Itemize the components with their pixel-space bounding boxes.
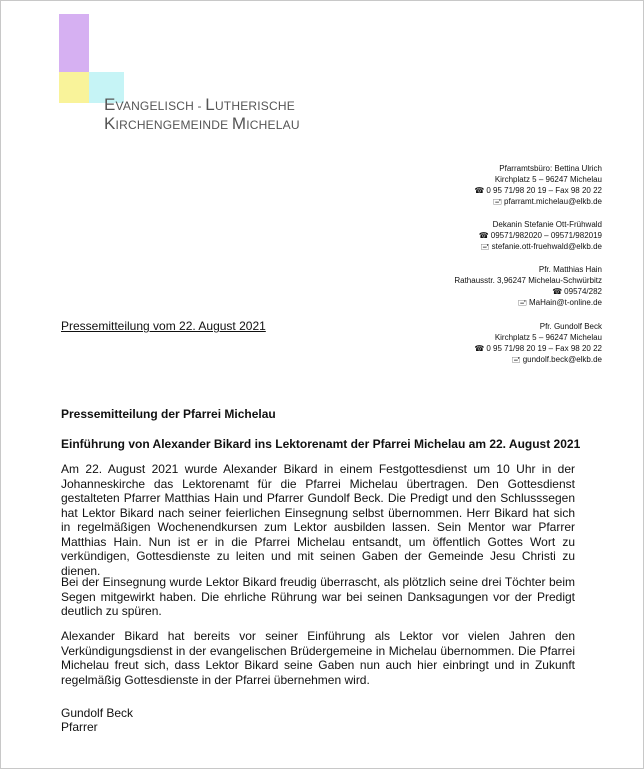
phone-icon: ☎ [478, 231, 489, 240]
contact-phone-row [474, 343, 602, 354]
contact-phone: 0 95 71/98 20 19 – Fax 98 20 22 [486, 344, 602, 353]
contact-email-row [479, 241, 602, 252]
contact-line: Dekanin Stefanie Ott-Frühwald [492, 220, 602, 229]
phone-icon: ☎ [552, 287, 563, 296]
contact-line: Kirchplatz 5 – 96247 Michelau [494, 333, 602, 342]
contact-phone-row [479, 230, 602, 241]
contact-email-row [454, 297, 602, 308]
logo-text-1: EVANGELISCH - LUTHERISCHE [104, 95, 295, 114]
contact-block-office [474, 163, 602, 207]
article-paragraph-2: Bei der Einsegnung wurde Lektor Bikard freudig überrascht, als plötzlich seine drei Töchter beim Segen mitgewirkt haben. Die ehrliche Rührung war bei seinen Danksagungen vor der Predigt deutlich zu spüren. [61, 575, 575, 618]
signature-title: Pfarrer [61, 720, 98, 734]
contact-email-row [474, 196, 602, 207]
logo-square-yellow [59, 72, 89, 103]
logo-line-1 [104, 95, 295, 115]
contact-block-dekanin [479, 219, 602, 252]
contact-block-beck [474, 321, 602, 365]
press-release-date: Pressemitteilung vom 22. August 2021 [61, 319, 266, 333]
contact-line: Pfarramtsbüro: Bettina Ulrich [499, 164, 602, 173]
contact-line: Kirchplatz 5 – 96247 Michelau [494, 175, 602, 184]
signature-name: Gundolf Beck [61, 706, 134, 720]
email-icon: 🖃 [511, 355, 521, 364]
contact-line: Pfr. Matthias Hain [538, 265, 602, 274]
email-icon: 🖃 [517, 298, 527, 307]
email-icon: 🖃 [480, 242, 490, 251]
contact-email[interactable]: pfarramt.michelau@elkb.de [504, 197, 602, 206]
article-paragraph-3: Alexander Bikard hat bereits vor seiner Einführung als Lektor vor vielen Jahren den Verkündigungsdienst in der evangelischen Brüdergemeine in Michelau übernommen. Die Pfarrei Michelau freut sich, dass Lektor Bikard seine Gaben nun auch hier einbringt und in Zukunft regelmäßig Gottesdienste in der Pfarrei übernehmen wird. [61, 629, 575, 687]
contact-email-row [474, 354, 602, 365]
phone-icon: ☎ [474, 344, 485, 353]
contact-phone-row [474, 185, 602, 196]
contact-email[interactable]: stefanie.ott-fruehwald@elkb.de [491, 242, 602, 251]
article-paragraph-1: Am 22. August 2021 wurde Alexander Bikard in einem Festgottesdienst um 10 Uhr in der Johanneskirche das Lektorenamt für die Pfarrei Michelau übertragen. Den Gottesdienst gestalteten Pfarrer Matthias Hain und Pfarrer Gundolf Beck. Die Predigt und den Schlusssegen hat Lektor Bikard nach seiner feierlichen Einsegnung selbst übernommen. Herr Bikard hat sich in regelmäßigen Wochenendkursen zum Lektor ausbilden lassen. Sein Mentor war Pfarrer Matthias Hain. Nun ist er in die Pfarrei Michelau entsandt, um öffentlich Gottes Wort zu verkündigen, Gottesdienste zu leiten und mit seinen Gaben der Gemeinde Jesu Christi zu dienen. [61, 462, 575, 578]
contact-line: Rathausstr. 3,96247 Michelau-Schwürbitz [454, 276, 602, 285]
contact-phone: 09574/282 [564, 287, 602, 296]
press-release-heading: Pressemitteilung der Pfarrei Michelau [61, 407, 276, 421]
logo-line-2 [104, 114, 300, 134]
contact-email[interactable]: MaHain@t-online.de [528, 298, 602, 307]
contact-line: Pfr. Gundolf Beck [539, 322, 602, 331]
contact-block-hain [454, 264, 602, 308]
email-icon: 🖃 [492, 197, 503, 206]
contact-phone: 0 95 71/98 20 19 – Fax 98 20 22 [486, 186, 602, 195]
article-title: Einführung von Alexander Bikard ins Lektorenamt der Pfarrei Michelau am 22. August 2021 [61, 437, 581, 451]
logo-text-2: KIRCHENGEMEINDE MICHELAU [104, 114, 300, 133]
contact-phone: 09571/982020 – 09571/982019 [490, 231, 602, 240]
phone-icon: ☎ [474, 186, 485, 195]
logo-square-purple [59, 14, 89, 72]
contact-phone-row [454, 286, 602, 297]
contact-email[interactable]: gundolf.beck@elkb.de [522, 355, 602, 364]
